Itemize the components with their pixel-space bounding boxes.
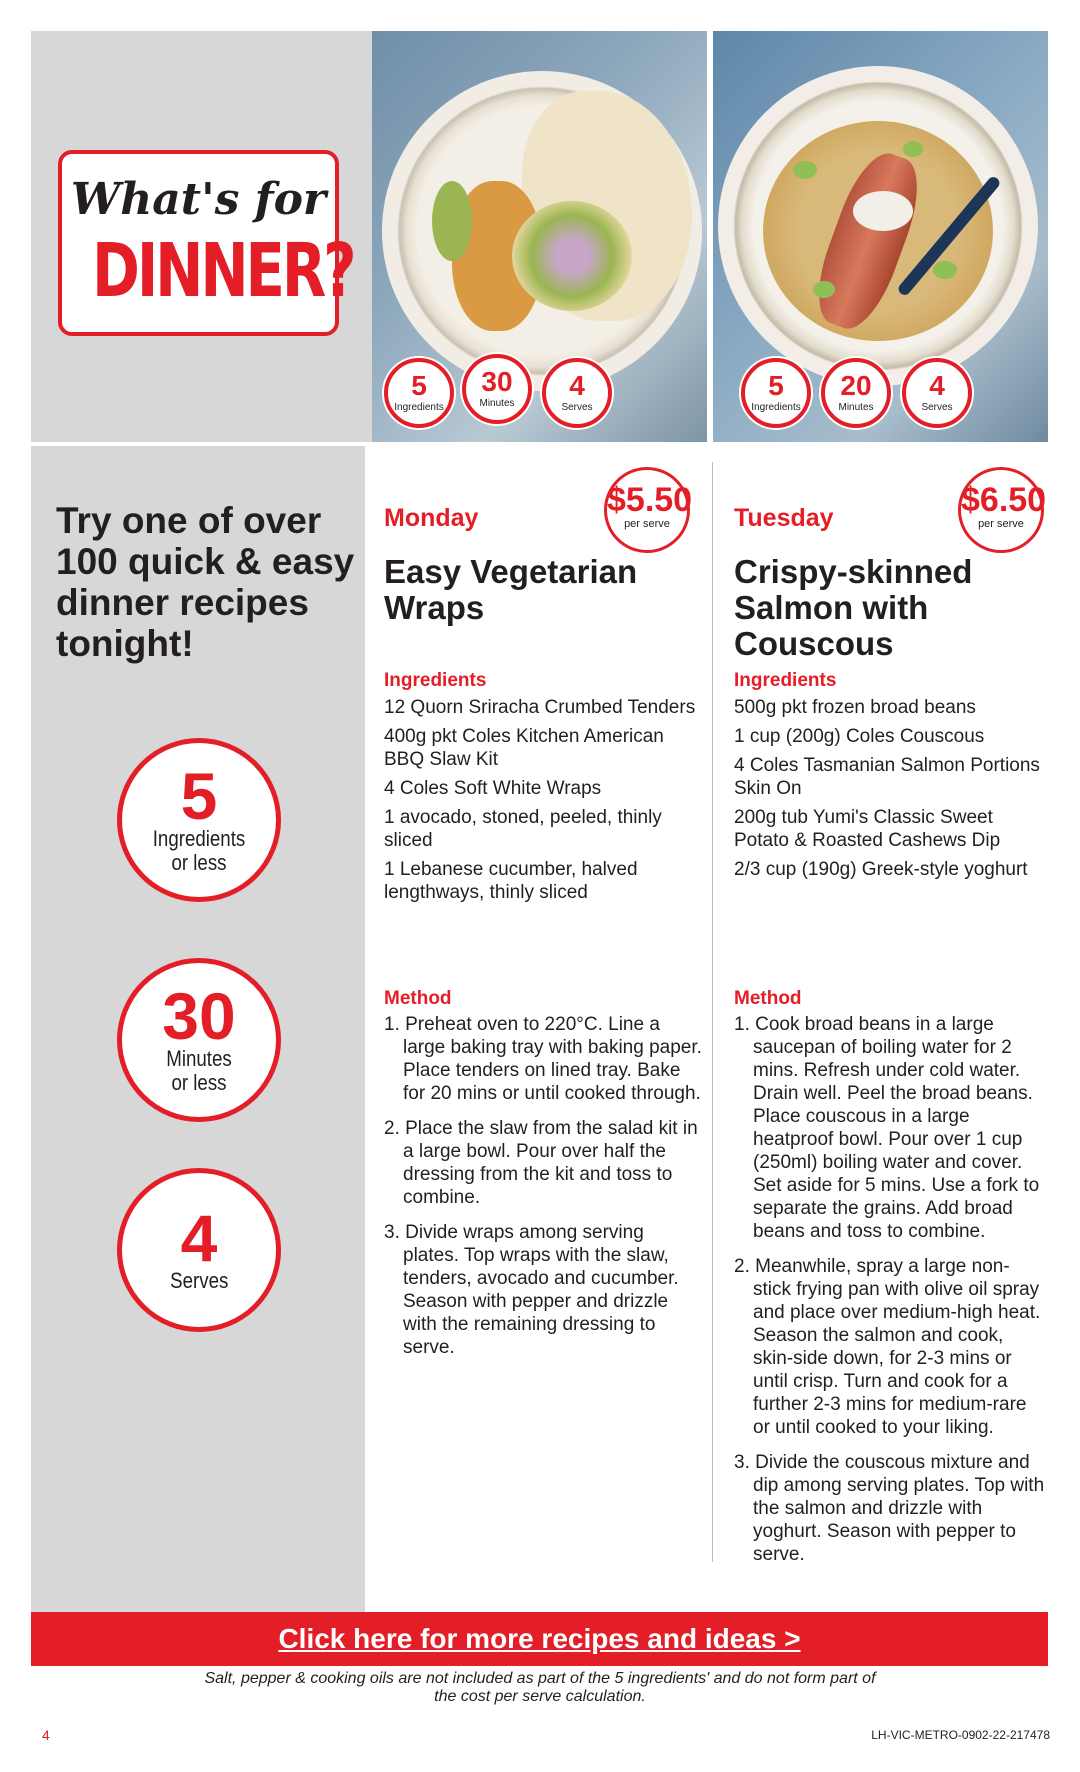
bean-image (813, 281, 835, 298)
list-item: 1 avocado, stoned, peeled, thinly sliced (384, 807, 662, 851)
list-item: 3. Divide wraps among serving plates. Top wraps with the slaw, tenders, avocado and cucumber. Season with pepper and drizzle with the remaining dressing to serve. (384, 1222, 679, 1358)
more-recipes-link[interactable]: Click here for more recipes and ideas > (278, 1623, 801, 1654)
bubble-line1: What's for (70, 174, 327, 225)
price-badge-monday: $5.50 per serve (604, 467, 690, 553)
stat-badge-minutes: 30 Minutes (462, 354, 532, 424)
list-item: 12 Quorn Sriracha Crumbed Tenders (384, 697, 696, 718)
list-item: 1 cup (200g) Coles Couscous (734, 726, 985, 747)
catalogue-code: LH-VIC-METRO-0902-22-217478 (871, 1728, 1050, 1742)
disclaimer: Salt, pepper & cooking oils are not included as part of the 5 ingredients' and do not form part of the cost per serve calculation. (204, 1670, 876, 1705)
ingredients-list-tuesday (734, 696, 1044, 887)
bubble-line2: DINNER? (92, 228, 354, 314)
list-item: 4 Coles Soft White Wraps (384, 778, 602, 799)
list-item: 200g tub Yumi's Classic Sweet Potato & Roasted Cashews Dip (734, 807, 1001, 851)
stat-badge-ingredients: 5 Ingredients (384, 358, 454, 428)
list-item: 1. Preheat oven to 220°C. Line a large baking tray with baking paper. Place tenders on lined tray. Bake for 20 mins or until cooked through. (384, 1014, 702, 1104)
bean-image (933, 261, 957, 279)
wraps-photo (372, 31, 707, 442)
list-item: 2/3 cup (190g) Greek-style yoghurt (734, 859, 1028, 880)
method-heading: Method (734, 988, 802, 1009)
slaw-image (512, 201, 632, 311)
badge-serves: 4 Serves (117, 1168, 281, 1332)
badge-minutes-or-less: 30 Minutes or less (117, 958, 281, 1122)
avocado-image (432, 181, 472, 261)
list-item: 1. Cook broad beans in a large saucepan of boiling water for 2 mins. Refresh under cold water. Drain well. Peel the broad beans. Place couscous in a large heatproof bowl. Pour over 1 cup (250ml) boiling water and cover. Set aside for 5 mins. Use a fork to separate the grains. Add broad beans and toss to combine. (734, 1014, 1040, 1242)
list-item: 4 Coles Tasmanian Salmon Portions Skin On (734, 755, 1040, 799)
recipe-day-tuesday: Tuesday (734, 504, 834, 532)
column-divider (712, 462, 713, 1562)
list-item: 3. Divide the couscous mixture and dip among serving plates. Top with the salmon and drizzle with yoghurt. Season with pepper to serve. (734, 1452, 1045, 1565)
bean-image (903, 141, 923, 157)
list-item: 1 Lebanese cucumber, halved lengthways, thinly sliced (384, 859, 638, 903)
stat-badge-serves: 4 Serves (902, 358, 972, 428)
badge-ingredients-or-less: 5 Ingredients or less (117, 738, 281, 902)
ingredients-heading: Ingredients (384, 670, 487, 691)
recipe-title-tuesday: Crispy-skinned Salmon with Couscous (734, 553, 973, 662)
list-item: 2. Meanwhile, spray a large non-stick frying pan with olive oil spray and place over medium-high heat. Season the salmon and cook, skin-side down, for 2-3 mins or until crisp. Turn and cook for a further 2-3 mins for medium-rare or until cooked to your liking. (734, 1256, 1041, 1438)
list-item: 400g pkt Coles Kitchen American BBQ Slaw Kit (384, 726, 664, 770)
ingredients-list-monday (384, 696, 704, 910)
tagline: Try one of over 100 quick & easy dinner recipes tonight! (56, 500, 355, 664)
list-item: 500g pkt frozen broad beans (734, 697, 976, 718)
page-number: 4 (42, 1727, 50, 1743)
stat-badge-ingredients: 5 Ingredients (741, 358, 811, 428)
more-recipes-banner[interactable] (31, 1612, 1048, 1666)
list-item: 2. Place the slaw from the salad kit in a large bowl. Pour over half the dressing from the kit and toss to combine. (384, 1118, 698, 1208)
method-list-tuesday (734, 1013, 1046, 1578)
ingredients-heading: Ingredients (734, 670, 837, 691)
recipe-day-monday: Monday (384, 504, 479, 532)
bean-image (793, 161, 817, 179)
recipe-title-monday: Easy Vegetarian Wraps (384, 553, 638, 626)
whats-for-dinner-bubble (58, 150, 354, 336)
yoghurt-image (853, 191, 913, 231)
method-list-monday (384, 1013, 704, 1371)
stat-badge-minutes: 20 Minutes (821, 358, 891, 428)
stat-badge-serves: 4 Serves (542, 358, 612, 428)
method-heading: Method (384, 988, 452, 1009)
price-badge-tuesday: $6.50 per serve (958, 467, 1044, 553)
salmon-photo (713, 31, 1048, 442)
